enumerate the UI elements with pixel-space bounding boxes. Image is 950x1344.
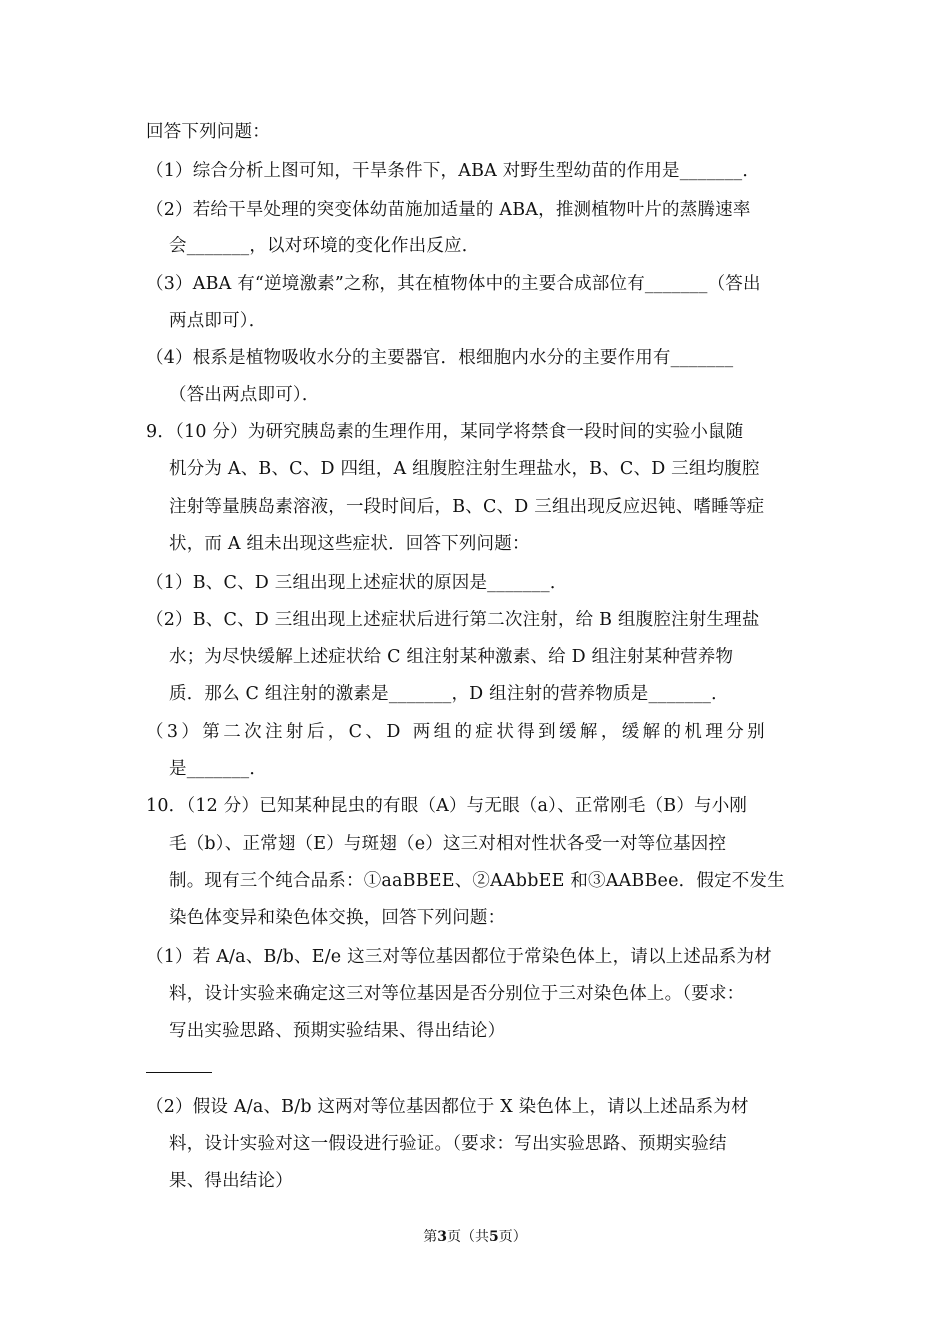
text-line: （2）若给干旱处理的突变体幼苗施加适量的 ABA，推测植物叶片的蒸腾速率 xyxy=(146,200,751,220)
text-line: 写出实验思路、预期实验结果、得出结论） xyxy=(169,1021,506,1041)
text-line: 会_______，以对环境的变化作出反应． xyxy=(169,236,480,256)
text-line: 料，设计实验来确定这三对等位基因是否分别位于三对染色体上。（要求： xyxy=(169,984,745,1004)
text-line: 两点即可）． xyxy=(169,311,267,331)
page-footer xyxy=(0,1228,950,1246)
text-line: （3）ABA 有“逆境激素”之称，其在植物体中的主要合成部位有_______（答出 xyxy=(146,274,761,294)
text-line: 料，设计实验对这一假设进行验证。（要求：写出实验思路、预期实验结 xyxy=(169,1134,727,1154)
footer-suffix: 页） xyxy=(498,1229,527,1245)
text-line: （2）假设 A/a、B/b 这两对等位基因都位于 X 染色体上，请以上述品系为材 xyxy=(146,1097,749,1117)
text-line: 状，而 A 组未出现这些症状．回答下列问题： xyxy=(169,534,530,554)
footer-prefix: 第 xyxy=(423,1229,438,1245)
page-number: 3 xyxy=(437,1229,447,1245)
text-line: 染色体变异和染色体交换，回答下列问题： xyxy=(169,908,506,928)
text-line: 果、得出结论） xyxy=(169,1171,293,1191)
text-line: （4）根系是植物吸收水分的主要器官．根细胞内水分的主要作用有_______ xyxy=(146,348,734,368)
text-line: 10．（12 分）已知某种昆虫的有眼（A）与无眼（a）、正常刚毛（B）与小刚 xyxy=(146,796,748,816)
text-line: （2）B、C、D 三组出现上述症状后进行第二次注射，给 B 组腹腔注射生理盐 xyxy=(146,610,760,630)
text-line: （3）第二次注射后，C、D 两组的症状得到缓解，缓解的机理分别 xyxy=(146,722,769,742)
text-line: （1）B、C、D 三组出现上述症状的原因是_______． xyxy=(146,573,568,593)
text-line: 是_______． xyxy=(169,759,268,779)
text-line: 毛（b）、正常翅（E）与斑翅（e）这三对相对性状各受一对等位基因控 xyxy=(169,834,727,854)
text-line: （答出两点即可）． xyxy=(169,385,320,405)
text-line: 注射等量胰岛素溶液，一段时间后，B、C、D 三组出现反应迟钝、嗜睡等症 xyxy=(169,497,765,517)
text-line: 9．（10 分）为研究胰岛素的生理作用，某同学将禁食一段时间的实验小鼠随 xyxy=(146,422,744,442)
answer-line xyxy=(146,1072,212,1073)
text-line: （1）综合分析上图可知，干旱条件下，ABA 对野生型幼苗的作用是_______． xyxy=(146,161,761,181)
text-line: 机分为 A、B、C、D 四组，A 组腹腔注射生理盐水，B、C、D 三组均腹腔 xyxy=(169,459,760,479)
text-line: 质．那么 C 组注射的激素是_______，D 组注射的营养物质是_______． xyxy=(169,684,729,704)
text-line: 制。现有三个纯合品系：①aaBBEE、②AAbbEE 和③AABBee．假定不发生 xyxy=(169,871,785,891)
footer-mid: 页（共 xyxy=(447,1229,489,1245)
text-line: （1）若 A/a、B/b、E/e 这三对等位基因都位于常染色体上，请以上述品系为材 xyxy=(146,947,772,967)
total-pages: 5 xyxy=(489,1229,499,1245)
text-line: 回答下列问题： xyxy=(146,122,270,142)
text-line: 水；为尽快缓解上述症状给 C 组注射某种激素、给 D 组注射某种营养物 xyxy=(169,647,734,667)
